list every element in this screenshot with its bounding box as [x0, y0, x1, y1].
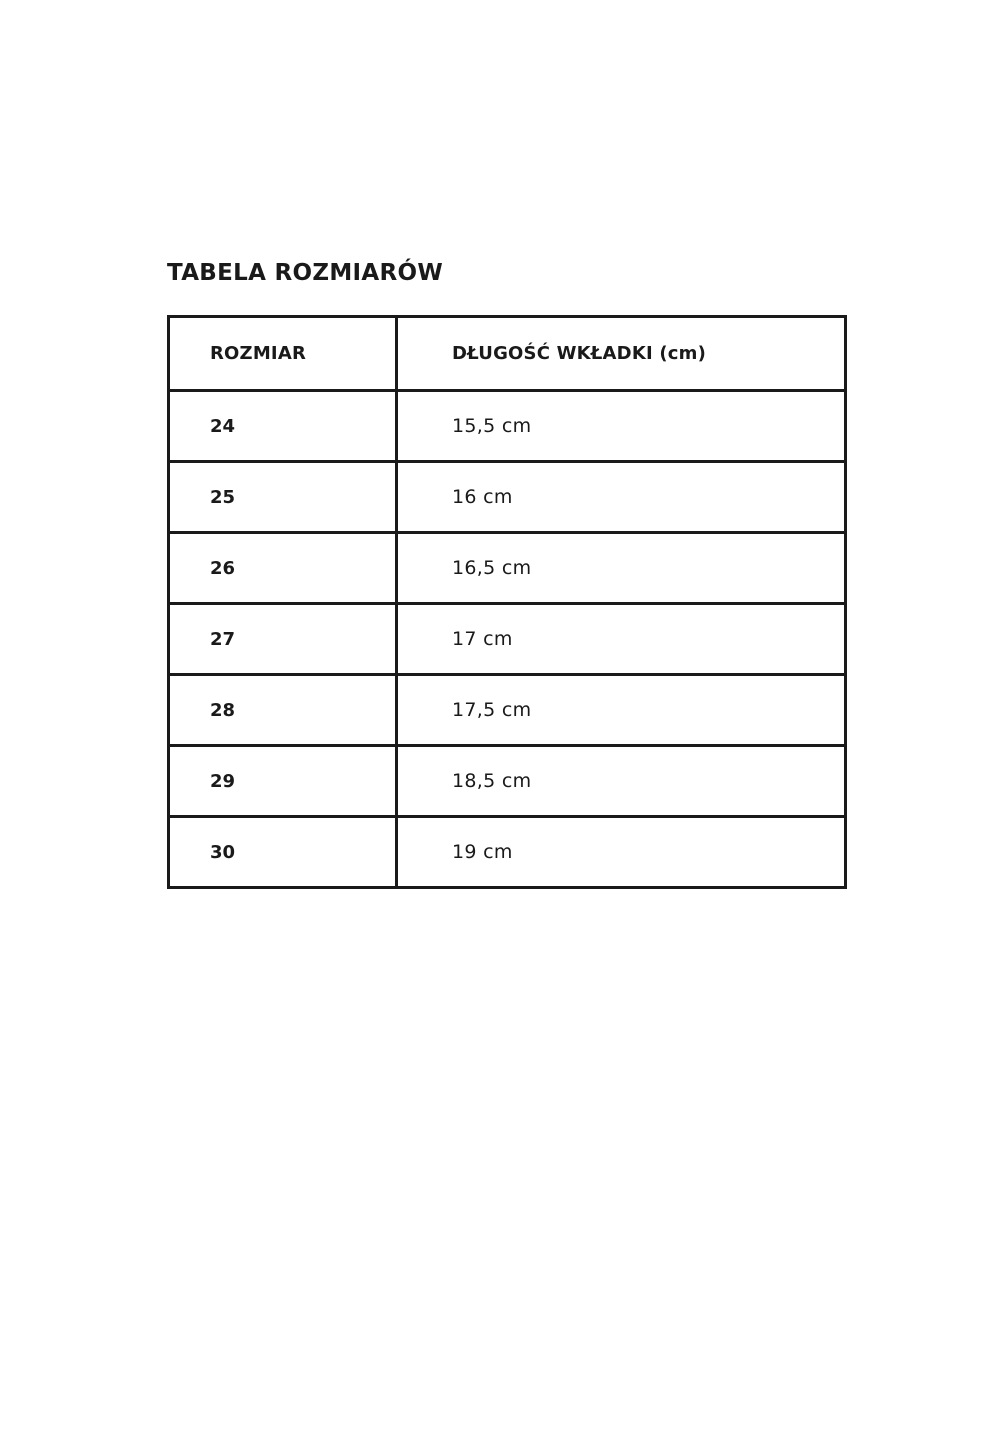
size-cell: 24 — [169, 391, 397, 462]
column-header-size: ROZMIAR — [169, 317, 397, 391]
insole-length-cell: 19 cm — [397, 817, 846, 888]
insole-length-cell: 18,5 cm — [397, 746, 846, 817]
table-row — [169, 746, 846, 817]
insole-length-cell: 16,5 cm — [397, 533, 846, 604]
table-row — [169, 604, 846, 675]
table-header-row — [169, 317, 846, 391]
size-cell: 28 — [169, 675, 397, 746]
table-row — [169, 675, 846, 746]
insole-length-cell: 15,5 cm — [397, 391, 846, 462]
size-cell: 26 — [169, 533, 397, 604]
insole-length-cell: 17 cm — [397, 604, 846, 675]
size-chart-table — [167, 315, 847, 889]
insole-length-cell: 16 cm — [397, 462, 846, 533]
table-row — [169, 817, 846, 888]
table-row — [169, 533, 846, 604]
table-row — [169, 462, 846, 533]
table-row — [169, 391, 846, 462]
size-cell: 27 — [169, 604, 397, 675]
column-header-insole-length: DŁUGOŚĆ WKŁADKI (cm) — [397, 317, 846, 391]
insole-length-cell: 17,5 cm — [397, 675, 846, 746]
page-title: TABELA ROZMIARÓW — [167, 260, 444, 286]
size-cell: 25 — [169, 462, 397, 533]
size-cell: 29 — [169, 746, 397, 817]
size-cell: 30 — [169, 817, 397, 888]
